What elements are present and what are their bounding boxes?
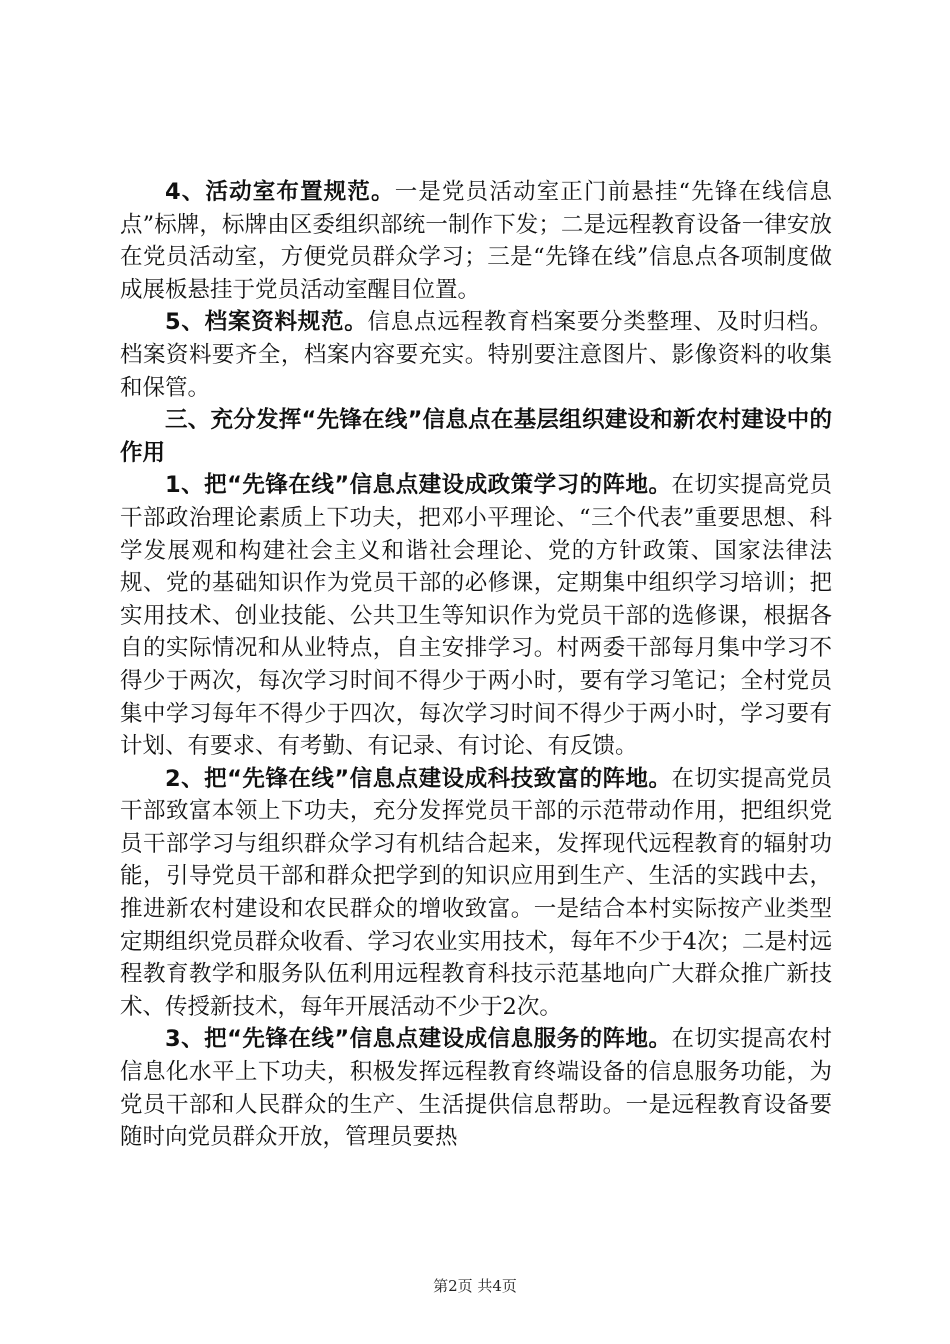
paragraph-text: 在切实提高党员干部致富本领上下功夫，充分发挥党员干部的示范带动作用，把组织党员干部学习与组织群众学习有机结合起来，发挥现代远程教育的辐射功能，引导党员干部和群众把学到的知识应用到生产、生活的实践中去，推进新农村建设和农民群众的增收致富。一是结合本村实际按产业类型定期组织党员群众收看、学习农业实用技术，每年不少于4次；二是村远程教育教学和服务队伍利用远程教育科技示范基地向广大群众推广新技术、传授新技术，每年开展活动不少于2次。 [120,765,832,1020]
paragraph-heading: 5、档案资料规范。 [165,309,368,336]
paragraph-heading: 1、把“先锋在线”信息点建设成政策学习的阵地。 [165,472,672,499]
paragraph-heading: 3、把“先锋在线”信息点建设成信息服务的阵地。 [165,1026,672,1053]
paragraph [120,306,832,404]
paragraph-heading: 4、活动室布置规范。 [165,179,395,205]
paragraph-text: 一是党员活动室正门前悬挂“先锋在线信息点”标牌，标牌由区委组织部统一制作下发；二是远程教育设备一律安放在党员活动室，方便党员群众学习；三是“先锋在线”信息点各项制度做成展板悬挂于党员活动室醒目位置。 [120,179,832,303]
paragraph-text: 在切实提高农村信息化水平上下功夫，积极发挥远程教育终端设备的信息服务功能，为党员干部和人民群众的生产、生活提供信息帮助。一是远程教育设备要随时向党员群众开放，管理员要热 [120,1026,832,1151]
paragraph-text: 信息点远程教育档案要分类整理、及时归档。档案资料要齐全，档案内容要充实。特别要注意图片、影像资料的收集和保管。 [120,309,832,401]
paragraph [120,176,832,306]
paragraph-heading: 2、把“先锋在线”信息点建设成科技致富的阵地。 [165,765,672,792]
paragraph [120,1023,832,1153]
paragraph-text: 在切实提高党员干部政治理论素质上下功夫，把邓小平理论、“三个代表”重要思想、科学发展观和构建社会主义和谐社会理论、党的方针政策、国家法律法规、党的基础知识作为党员干部的必修课，定期集中组织学习培训；把实用技术、创业技能、公共卫生等知识作为党员干部的选修课，根据各自的实际情况和从业特点，自主安排学习。村两委干部每月集中学习不得少于两次，每次学习时间不得少于两小时，要有学习笔记；全村党员集中学习每年不得少于四次，每次学习时间不得少于两小时，学习要有计划、有要求、有考勤、有记录、有讨论、有反馈。 [120,472,832,760]
document-body [120,176,832,1154]
section-heading-text: 三、充分发挥“先锋在线”信息点在基层组织建设和新农村建设中的作用 [120,407,832,466]
paragraph [120,763,832,1024]
page-footer: 第2页 共4页 [433,1277,517,1295]
paragraph [120,469,832,762]
section-heading [120,404,832,469]
